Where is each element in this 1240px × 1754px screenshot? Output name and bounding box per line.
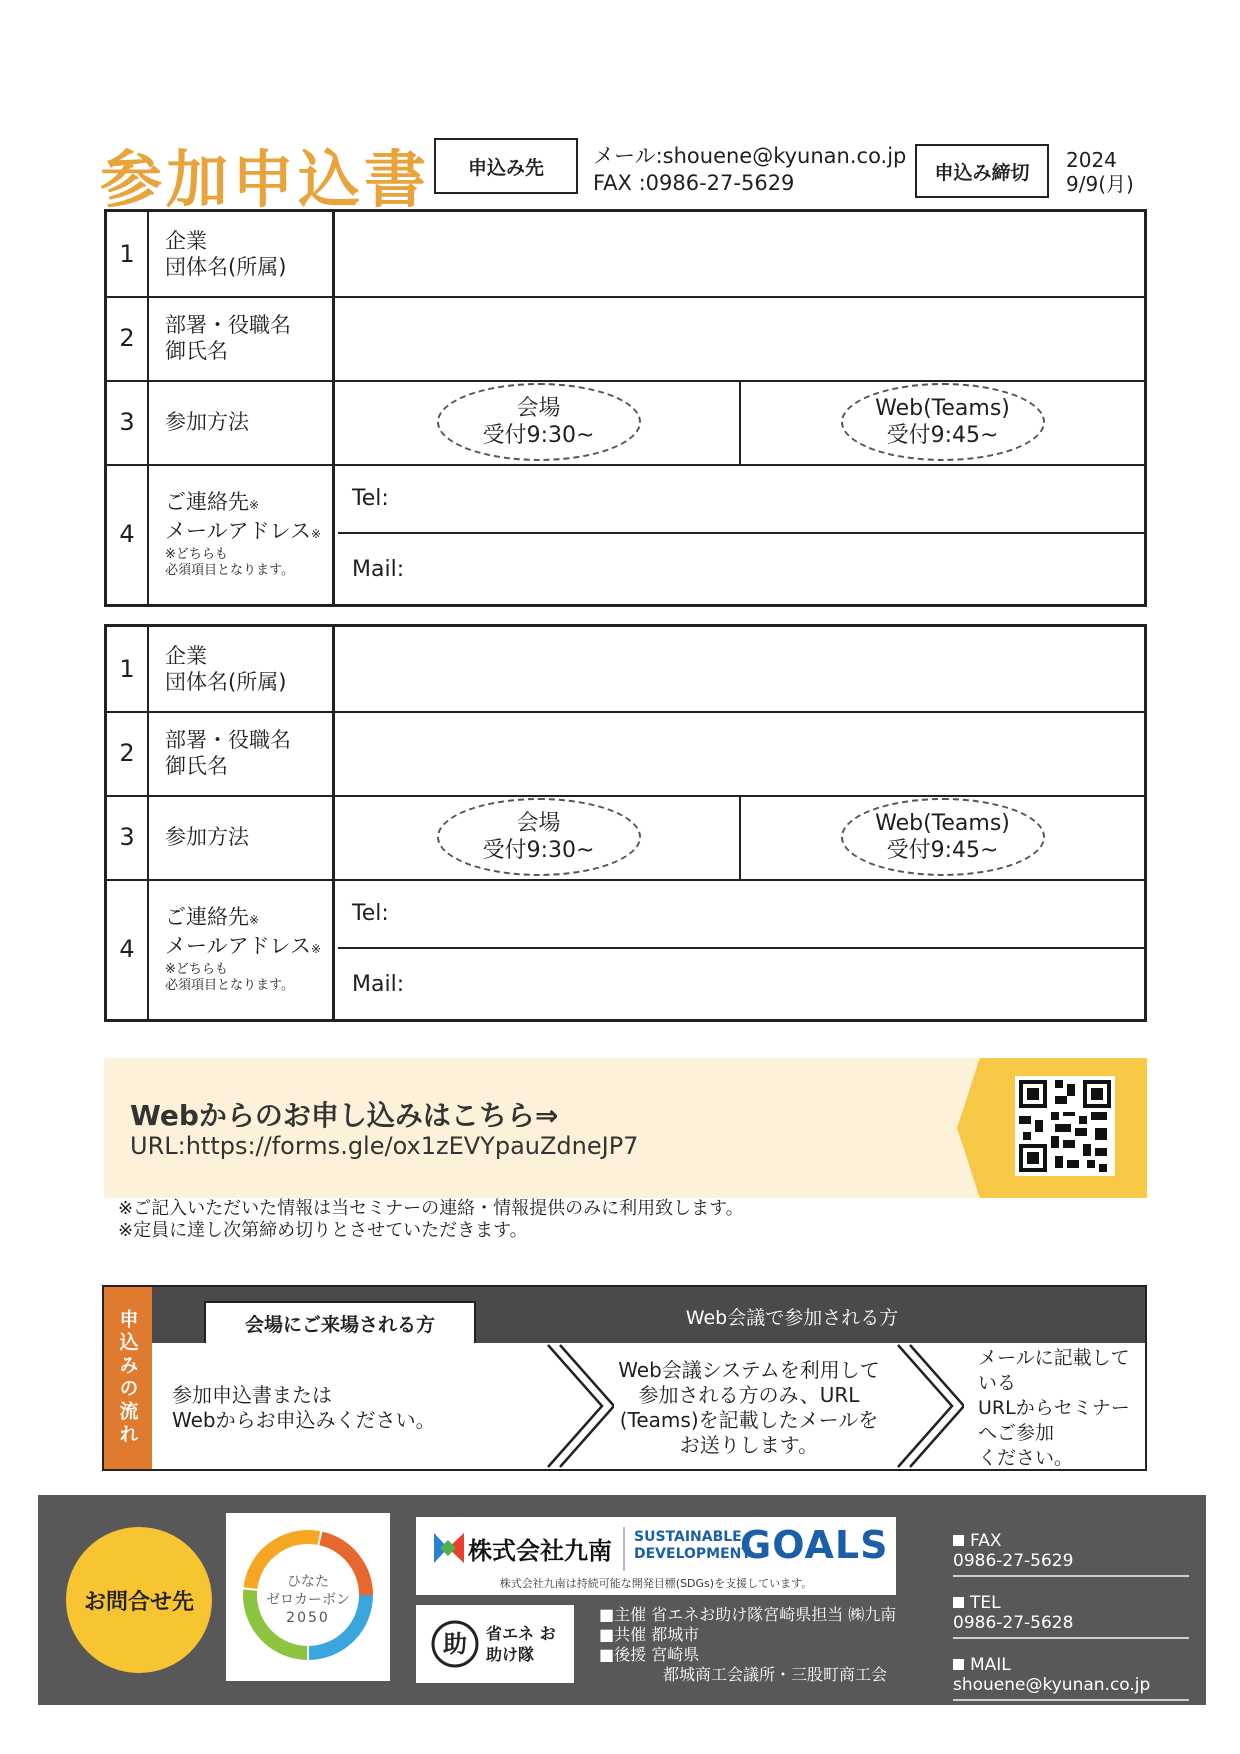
company-field[interactable]: [338, 212, 1144, 296]
sdgs-line: DEVELOPMENT: [634, 1546, 751, 1562]
square-bullet-icon: [953, 1597, 964, 1608]
required-note: ※どちらも: [165, 962, 228, 977]
label-line: 部署・役職名: [165, 728, 291, 752]
name-field[interactable]: [338, 711, 1144, 795]
label-line: 団体名(所属): [165, 670, 287, 694]
contact-value[interactable]: shouene@kyunan.co.jp: [953, 1675, 1151, 1695]
option-title: 会場: [516, 811, 561, 836]
row-label: [149, 380, 335, 464]
flow-step-1: [172, 1347, 552, 1469]
flow-tab-web: Web会議で参加される方: [685, 1306, 899, 1329]
step-line: 参加申込書または: [172, 1383, 332, 1407]
page-title: 参加申込書: [100, 143, 431, 216]
row-label: [149, 296, 335, 380]
option-time: 受付9:30~: [482, 838, 595, 863]
notes: [118, 1198, 744, 1242]
required-note: ※どちらも: [165, 547, 228, 562]
option-title: Web(Teams): [875, 811, 1010, 836]
web-application-url[interactable]: URL:https://forms.gle/ox1zEVYpauZdneJP7: [130, 1132, 639, 1160]
name-field[interactable]: [338, 296, 1144, 380]
required-mark: ※: [249, 498, 260, 512]
mail-label: Mail:: [352, 971, 405, 997]
required-note: 必須項目となります。: [165, 978, 294, 993]
contact-fax: [953, 1531, 1189, 1577]
step-line: メールに記載している: [978, 1346, 1130, 1394]
company-field[interactable]: [338, 627, 1144, 711]
required-note: 必須項目となります。: [165, 563, 294, 578]
tel-label: Tel:: [352, 485, 389, 511]
label-line: メールアドレス: [165, 934, 311, 958]
label-line: メールアドレス: [165, 519, 311, 543]
method-venue-option[interactable]: [437, 798, 641, 876]
row-label: [149, 711, 335, 795]
deadline-label: 申込み締切: [915, 144, 1049, 198]
option-time: 受付9:45~: [886, 838, 999, 863]
note-line: ※ご記入いただいた情報は当セミナーの連絡・情報提供のみに利用致します。: [118, 1198, 744, 1219]
organizer-line: ■後援 宮崎県: [599, 1645, 700, 1664]
form-row-company: [107, 212, 1144, 298]
mail-field[interactable]: [338, 534, 1144, 604]
row-number: 4: [107, 879, 149, 1019]
step-line: 参加される方のみ、URL: [638, 1383, 860, 1407]
company-name: 株式会社九南: [468, 1537, 612, 1565]
method-web-option[interactable]: [841, 798, 1045, 876]
shoene-logo: [416, 1605, 574, 1683]
flow-header: [152, 1287, 1145, 1343]
label-line: 参加方法: [165, 825, 249, 849]
logo-divider: [623, 1527, 625, 1571]
method-venue-option[interactable]: [437, 383, 641, 461]
label-line: ご連絡先: [165, 490, 249, 514]
divider: [953, 1575, 1189, 1577]
shoene-name: 省エネ お助け隊: [486, 1624, 556, 1664]
deadline: [1066, 148, 1134, 196]
apply-to-label: 申込み先: [434, 138, 578, 194]
application-form-1: [104, 209, 1147, 607]
organizer-line: ■主催 省エネお助け隊宮崎県担当 ㈱九南: [599, 1605, 897, 1624]
label-line: 参加方法: [165, 410, 249, 434]
row-number: 3: [107, 795, 149, 879]
form-row-method: [107, 795, 1144, 881]
row-number: 3: [107, 380, 149, 464]
flow-arrow-icon: [894, 1343, 964, 1469]
label-line: 御氏名: [165, 339, 228, 363]
apply-contact: [593, 143, 906, 197]
row-number: 1: [107, 627, 149, 711]
row-label: [149, 627, 335, 711]
square-bullet-icon: [953, 1659, 964, 1670]
organizer-line: ■共催 都城市: [599, 1625, 700, 1644]
required-mark: ※: [310, 527, 322, 541]
deadline-year: 2024: [1066, 148, 1117, 172]
method-web-option[interactable]: [841, 383, 1045, 461]
zero-carbon-line: 2050: [286, 1610, 330, 1626]
contact-value: 0986-27-5628: [953, 1613, 1074, 1633]
tel-label: Tel:: [352, 900, 389, 926]
row-number: 4: [107, 464, 149, 604]
kyunan-sdgs-logo: [416, 1517, 896, 1595]
svg-text:助: 助: [443, 1630, 467, 1658]
label-line: 部署・役職名: [165, 313, 291, 337]
flow-arrow-icon: [544, 1343, 614, 1469]
application-form-2: [104, 624, 1147, 1022]
row-number: 2: [107, 711, 149, 795]
square-bullet-icon: [953, 1535, 964, 1546]
flow-tab-venue: 会場にご来場される方: [204, 1301, 476, 1343]
flow-step-3: [978, 1347, 1146, 1469]
mail-label: Mail:: [352, 556, 405, 582]
flow-step-2: [614, 1347, 884, 1469]
contact-tel: [953, 1593, 1189, 1639]
sdgs-goals: GOALS: [740, 1523, 889, 1567]
divider: [953, 1637, 1189, 1639]
step-line: Web会議システムを利用して: [618, 1358, 880, 1382]
method-web-cell: [741, 795, 1144, 879]
sdgs-caption: 株式会社九南は持続可能な開発目標(SDGs)を支援しています。: [499, 1577, 813, 1590]
sdgs-line: SUSTAINABLE: [634, 1529, 742, 1545]
tel-field[interactable]: [338, 879, 1144, 949]
label-line: 団体名(所属): [165, 255, 287, 279]
apply-mail-line: メール:shouene@kyunan.co.jp: [593, 144, 907, 168]
option-title: 会場: [516, 396, 561, 421]
form-row-contact: [107, 879, 1144, 1019]
note-line: ※定員に達し次第締め切りとさせていただきます。: [118, 1220, 528, 1241]
divider: [953, 1699, 1189, 1701]
row-label: [149, 212, 335, 296]
row-label: [149, 464, 335, 604]
step-line: (Teams)を記載したメールを: [619, 1408, 879, 1432]
zero-carbon-line: ゼロカーボン: [266, 1592, 350, 1608]
row-number: 1: [107, 212, 149, 296]
application-flow: [102, 1285, 1147, 1471]
tel-field[interactable]: [338, 464, 1144, 534]
kyunan-logo-icon: [434, 1533, 464, 1563]
label-line: ご連絡先: [165, 905, 249, 929]
web-application-title: Webからのお申し込みはこちら⇒: [130, 1099, 559, 1132]
form-row-company: [107, 627, 1144, 713]
flow-tag: 申込みの流れ: [104, 1287, 152, 1469]
deadline-date: 9/9(月): [1066, 172, 1134, 196]
mail-field[interactable]: [338, 949, 1144, 1019]
option-time: 受付9:30~: [482, 423, 595, 448]
step-line: お送りします。: [679, 1433, 819, 1457]
step-line: ください。: [978, 1446, 1074, 1469]
contact-label: TEL: [970, 1593, 1001, 1613]
label-line: 企業: [165, 644, 207, 668]
label-line: 御氏名: [165, 754, 228, 778]
shoene-badge-icon: [430, 1619, 480, 1669]
row-label: [149, 795, 335, 879]
sdgs-text: [634, 1529, 751, 1563]
contact-mail: [953, 1655, 1189, 1701]
qr-code-icon[interactable]: [1015, 1074, 1115, 1178]
row-number: 2: [107, 296, 149, 380]
step-line: URLからセミナーへご参加: [978, 1396, 1130, 1444]
apply-fax-line: FAX :0986-27-5629: [593, 171, 795, 195]
contact-value: 0986-27-5629: [953, 1551, 1074, 1571]
method-venue-cell: [338, 795, 741, 879]
form-row-method: [107, 380, 1144, 466]
form-row-contact: [107, 464, 1144, 604]
zero-carbon-logo: [226, 1513, 390, 1681]
label-line: 企業: [165, 229, 207, 253]
method-venue-cell: [338, 380, 741, 464]
required-mark: ※: [310, 942, 322, 956]
form-row-name: [107, 296, 1144, 382]
option-title: Web(Teams): [875, 396, 1010, 421]
contact-label: FAX: [970, 1531, 1002, 1551]
required-mark: ※: [249, 913, 260, 927]
step-line: Webからお申込みください。: [172, 1408, 436, 1432]
contact-circle: お問合せ先: [66, 1527, 212, 1673]
row-label: [149, 879, 335, 1019]
organizer-line: 都城商工会議所・三股町商工会: [599, 1665, 888, 1684]
zero-carbon-line: ひなた: [287, 1574, 329, 1590]
contact-info: [953, 1531, 1189, 1717]
option-time: 受付9:45~: [886, 423, 999, 448]
web-application-banner: [104, 1058, 1147, 1198]
method-web-cell: [741, 380, 1144, 464]
contact-label: MAIL: [970, 1655, 1011, 1675]
footer: [38, 1495, 1206, 1705]
form-row-name: [107, 711, 1144, 797]
organizer-info: [599, 1605, 896, 1685]
